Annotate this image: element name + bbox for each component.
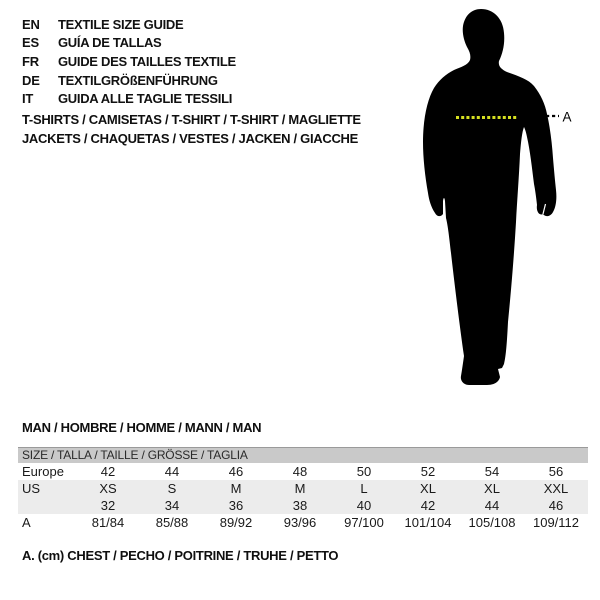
row-label: US	[22, 481, 41, 496]
category-jackets: JACKETS / CHAQUETAS / VESTES / JACKEN / GIACCHE	[22, 130, 358, 146]
size-value: L	[360, 481, 368, 496]
language-row-en	[22, 15, 236, 34]
language-code: FR	[22, 53, 39, 69]
size-value: 42	[420, 498, 436, 513]
man-silhouette-figure	[395, 0, 600, 400]
row-label: A	[22, 515, 31, 530]
size-value: 109/112	[532, 515, 580, 530]
size-value: 89/92	[219, 515, 253, 530]
language-title-list	[22, 15, 236, 108]
table-row-europe	[18, 463, 588, 480]
language-title: TEXTILGRÖßENFÜHRUNG	[58, 72, 218, 88]
size-value: 56	[548, 464, 564, 479]
size-value: M	[294, 481, 306, 496]
size-value: 44	[484, 498, 500, 513]
size-value: 34	[164, 498, 180, 513]
table-row-chest	[18, 514, 588, 531]
size-value: 50	[356, 464, 372, 479]
size-value: S	[167, 481, 177, 496]
category-lines	[22, 111, 361, 148]
language-code: DE	[22, 72, 40, 88]
size-value: 93/96	[283, 515, 317, 530]
table-row-numeric	[18, 497, 588, 514]
size-value: 81/84	[91, 515, 125, 530]
language-row-it	[22, 89, 236, 108]
size-value: 46	[548, 498, 564, 513]
size-value: 97/100	[344, 515, 384, 530]
size-value: 40	[356, 498, 372, 513]
language-row-de	[22, 71, 236, 90]
table-row-us	[18, 480, 588, 497]
measurement-footnote: A. (cm) CHEST / PECHO / POITRINE / TRUHE / PETTO	[22, 548, 339, 563]
size-value: 32	[100, 498, 116, 513]
language-row-fr	[22, 52, 236, 71]
language-title: GUÍA DE TALLAS	[58, 35, 162, 51]
size-value: 85/88	[155, 515, 189, 530]
language-row-es	[22, 34, 236, 53]
size-value: 105/108	[468, 515, 516, 530]
language-title: TEXTILE SIZE GUIDE	[58, 16, 184, 32]
language-code: IT	[22, 91, 34, 107]
size-value: 36	[228, 498, 244, 513]
language-title: GUIDA ALLE TAGLIE TESSILI	[58, 91, 233, 107]
man-silhouette	[423, 9, 556, 385]
measure-label-a: A	[562, 109, 572, 125]
size-table-header: SIZE / TALLA / TAILLE / GRÖSSE / TAGLIA	[18, 447, 588, 463]
size-value: 48	[292, 464, 308, 479]
size-value: 101/104	[404, 515, 452, 530]
size-value: 54	[484, 464, 500, 479]
language-title: GUIDE DES TAILLES TEXTILE	[58, 53, 236, 69]
size-value: XL	[420, 481, 436, 496]
row-label: Europe	[22, 464, 64, 479]
category-tshirts: T-SHIRTS / CAMISETAS / T-SHIRT / T-SHIRT / MAGLIETTE	[22, 112, 361, 127]
gender-heading: MAN / HOMBRE / HOMME / MANN / MAN	[22, 420, 262, 435]
size-value: XL	[484, 481, 500, 496]
size-value: 42	[100, 464, 116, 479]
size-value: XS	[99, 481, 117, 496]
language-code: EN	[22, 16, 40, 32]
size-value: 38	[292, 498, 308, 513]
size-value: 44	[164, 464, 180, 479]
size-table	[18, 447, 588, 531]
size-value: XXL	[543, 481, 569, 496]
size-value: 46	[228, 464, 244, 479]
language-code: ES	[22, 35, 39, 51]
size-value: M	[230, 481, 242, 496]
size-value: 52	[420, 464, 436, 479]
